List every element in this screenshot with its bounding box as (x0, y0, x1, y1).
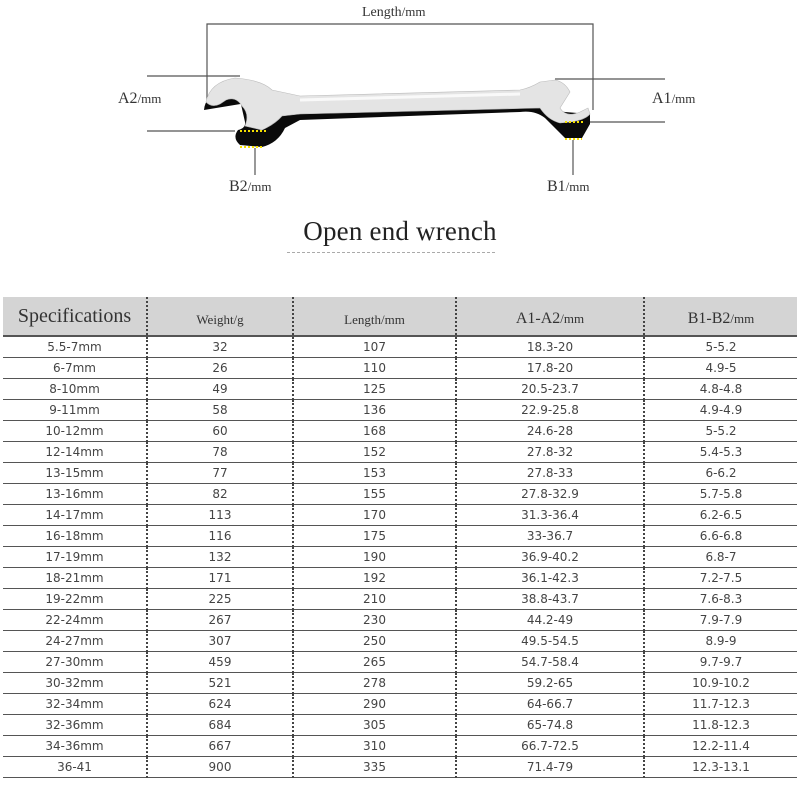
cell-spec: 12-14mm (3, 442, 147, 463)
cell-spec: 10-12mm (3, 421, 147, 442)
cell-b1-b2: 6.8-7 (644, 547, 797, 568)
cell-b1-b2: 9.7-9.7 (644, 652, 797, 673)
header-length: Length/mm (293, 297, 456, 336)
cell-weight: 667 (147, 736, 293, 757)
cell-b1-b2: 11.8-12.3 (644, 715, 797, 736)
cell-length: 250 (293, 631, 456, 652)
cell-weight: 900 (147, 757, 293, 778)
cell-length: 155 (293, 484, 456, 505)
cell-b1-b2: 6.6-6.8 (644, 526, 797, 547)
cell-a1-a2: 33-36.7 (456, 526, 644, 547)
cell-weight: 459 (147, 652, 293, 673)
cell-a1-a2: 59.2-65 (456, 673, 644, 694)
cell-length: 310 (293, 736, 456, 757)
table-row (3, 463, 797, 484)
cell-spec: 17-19mm (3, 547, 147, 568)
cell-length: 153 (293, 463, 456, 484)
spec-table (3, 297, 797, 778)
cell-a1-a2: 64-66.7 (456, 694, 644, 715)
cell-b1-b2: 10.9-10.2 (644, 673, 797, 694)
cell-length: 125 (293, 379, 456, 400)
cell-b1-b2: 7.9-7.9 (644, 610, 797, 631)
cell-spec: 5.5-7mm (3, 336, 147, 358)
cell-b1-b2: 4.9-5 (644, 358, 797, 379)
cell-spec: 9-11mm (3, 400, 147, 421)
cell-a1-a2: 27.8-32.9 (456, 484, 644, 505)
b2-label: B2/mm (229, 178, 272, 195)
cell-weight: 113 (147, 505, 293, 526)
table-row (3, 421, 797, 442)
cell-a1-a2: 65-74.8 (456, 715, 644, 736)
cell-weight: 171 (147, 568, 293, 589)
cell-b1-b2: 7.2-7.5 (644, 568, 797, 589)
table-row (3, 442, 797, 463)
cell-spec: 30-32mm (3, 673, 147, 694)
cell-b1-b2: 12.2-11.4 (644, 736, 797, 757)
cell-b1-b2: 5-5.2 (644, 421, 797, 442)
cell-length: 265 (293, 652, 456, 673)
cell-spec: 13-16mm (3, 484, 147, 505)
cell-a1-a2: 18.3-20 (456, 336, 644, 358)
cell-weight: 32 (147, 336, 293, 358)
cell-b1-b2: 4.9-4.9 (644, 400, 797, 421)
table-row (3, 568, 797, 589)
cell-a1-a2: 38.8-43.7 (456, 589, 644, 610)
cell-a1-a2: 17.8-20 (456, 358, 644, 379)
cell-length: 290 (293, 694, 456, 715)
cell-length: 190 (293, 547, 456, 568)
cell-weight: 267 (147, 610, 293, 631)
header-weight: Weight/g (147, 297, 293, 336)
cell-a1-a2: 36.9-40.2 (456, 547, 644, 568)
table-row (3, 736, 797, 757)
table-row (3, 631, 797, 652)
table-row (3, 547, 797, 568)
cell-a1-a2: 66.7-72.5 (456, 736, 644, 757)
a1-label: A1/mm (652, 90, 696, 107)
cell-spec: 18-21mm (3, 568, 147, 589)
cell-spec: 22-24mm (3, 610, 147, 631)
cell-b1-b2: 12.3-13.1 (644, 757, 797, 778)
table-row (3, 673, 797, 694)
table-row (3, 358, 797, 379)
cell-spec: 36-41 (3, 757, 147, 778)
cell-length: 305 (293, 715, 456, 736)
cell-length: 136 (293, 400, 456, 421)
header-a1-a2: A1-A2/mm (456, 297, 644, 336)
cell-length: 152 (293, 442, 456, 463)
cell-weight: 49 (147, 379, 293, 400)
cell-weight: 77 (147, 463, 293, 484)
header-specifications: Specifications (3, 297, 147, 336)
page-title: Open end wrench (303, 216, 497, 246)
cell-weight: 307 (147, 631, 293, 652)
table-row (3, 336, 797, 358)
cell-b1-b2: 4.8-4.8 (644, 379, 797, 400)
cell-b1-b2: 8.9-9 (644, 631, 797, 652)
cell-weight: 26 (147, 358, 293, 379)
cell-spec: 27-30mm (3, 652, 147, 673)
cell-spec: 8-10mm (3, 379, 147, 400)
cell-weight: 521 (147, 673, 293, 694)
table-row (3, 652, 797, 673)
cell-length: 168 (293, 421, 456, 442)
table-row (3, 505, 797, 526)
cell-length: 110 (293, 358, 456, 379)
cell-a1-a2: 54.7-58.4 (456, 652, 644, 673)
cell-weight: 82 (147, 484, 293, 505)
cell-spec: 19-22mm (3, 589, 147, 610)
table-row (3, 526, 797, 547)
table-row (3, 694, 797, 715)
cell-length: 210 (293, 589, 456, 610)
cell-a1-a2: 22.9-25.8 (456, 400, 644, 421)
cell-weight: 58 (147, 400, 293, 421)
cell-weight: 624 (147, 694, 293, 715)
cell-spec: 14-17mm (3, 505, 147, 526)
table-row (3, 757, 797, 778)
cell-a1-a2: 24.6-28 (456, 421, 644, 442)
cell-a1-a2: 27.8-32 (456, 442, 644, 463)
cell-b1-b2: 6.2-6.5 (644, 505, 797, 526)
cell-a1-a2: 44.2-49 (456, 610, 644, 631)
cell-weight: 116 (147, 526, 293, 547)
cell-b1-b2: 5-5.2 (644, 336, 797, 358)
cell-a1-a2: 49.5-54.5 (456, 631, 644, 652)
header-b1-b2: B1-B2/mm (644, 297, 797, 336)
cell-weight: 78 (147, 442, 293, 463)
table-row (3, 715, 797, 736)
cell-length: 230 (293, 610, 456, 631)
title-divider (287, 252, 495, 253)
cell-spec: 6-7mm (3, 358, 147, 379)
cell-spec: 16-18mm (3, 526, 147, 547)
cell-b1-b2: 7.6-8.3 (644, 589, 797, 610)
cell-length: 278 (293, 673, 456, 694)
cell-a1-a2: 36.1-42.3 (456, 568, 644, 589)
cell-a1-a2: 31.3-36.4 (456, 505, 644, 526)
cell-weight: 132 (147, 547, 293, 568)
cell-length: 175 (293, 526, 456, 547)
cell-b1-b2: 5.7-5.8 (644, 484, 797, 505)
cell-weight: 684 (147, 715, 293, 736)
cell-length: 192 (293, 568, 456, 589)
cell-a1-a2: 27.8-33 (456, 463, 644, 484)
table-row (3, 589, 797, 610)
cell-a1-a2: 71.4-79 (456, 757, 644, 778)
table-row (3, 484, 797, 505)
b1-label: B1/mm (547, 178, 590, 195)
cell-length: 107 (293, 336, 456, 358)
a2-label: A2/mm (118, 90, 162, 107)
cell-spec: 24-27mm (3, 631, 147, 652)
cell-weight: 225 (147, 589, 293, 610)
cell-spec: 32-36mm (3, 715, 147, 736)
cell-length: 170 (293, 505, 456, 526)
cell-a1-a2: 20.5-23.7 (456, 379, 644, 400)
cell-spec: 32-34mm (3, 694, 147, 715)
length-label: Length/mm (362, 4, 426, 20)
table-row (3, 400, 797, 421)
cell-b1-b2: 11.7-12.3 (644, 694, 797, 715)
table-row (3, 379, 797, 400)
cell-b1-b2: 6-6.2 (644, 463, 797, 484)
cell-spec: 13-15mm (3, 463, 147, 484)
cell-spec: 34-36mm (3, 736, 147, 757)
cell-length: 335 (293, 757, 456, 778)
cell-weight: 60 (147, 421, 293, 442)
table-header-row (3, 297, 797, 336)
table-row (3, 610, 797, 631)
cell-b1-b2: 5.4-5.3 (644, 442, 797, 463)
